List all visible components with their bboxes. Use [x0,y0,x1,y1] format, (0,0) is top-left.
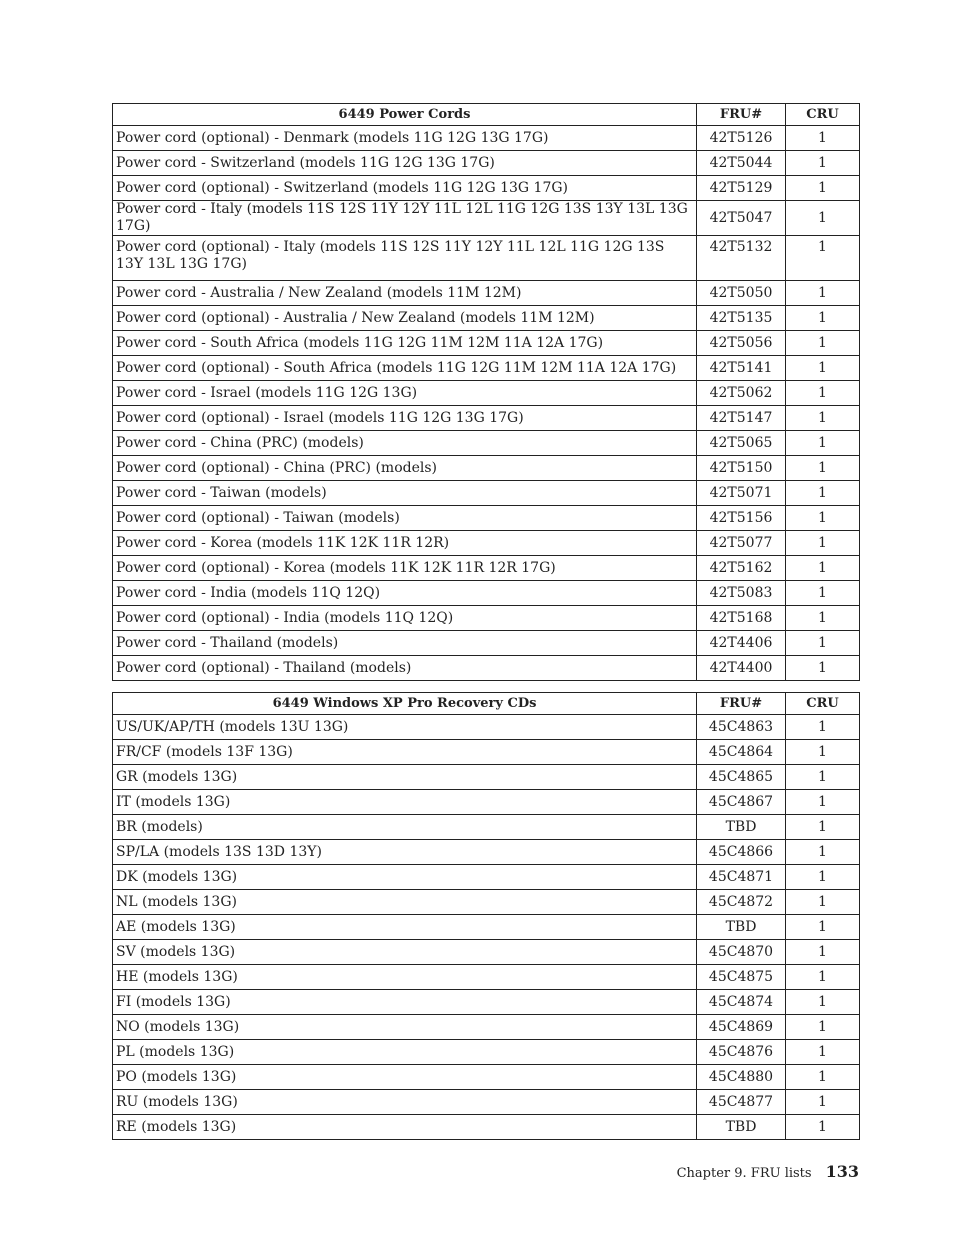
cell-fru-number: 42T5077 [697,531,786,556]
cell-fru-number: 45C4877 [697,1090,786,1115]
cell-cru: 1 [786,965,860,990]
cell-fru-number: 42T5071 [697,481,786,506]
cell-fru-number: TBD [697,815,786,840]
cell-cru: 1 [786,431,860,456]
cell-fru-number: 42T5062 [697,381,786,406]
table-row [113,506,860,531]
cell-description: Power cord (optional) - Israel (models 11G 12G 13G 17G) [113,406,697,431]
table-row [113,356,860,381]
cell-cru: 1 [786,126,860,151]
cell-fru-number: 42T5083 [697,581,786,606]
cell-fru-number: 42T5056 [697,331,786,356]
cell-cru: 1 [786,151,860,176]
cell-description: Power cord - Korea (models 11K 12K 11R 12R) [113,531,697,556]
cell-cru: 1 [786,201,860,236]
cell-cru: 1 [786,456,860,481]
table-row [113,740,860,765]
cell-fru-number: 42T5047 [697,201,786,236]
table-row [113,456,860,481]
cell-cru: 1 [786,531,860,556]
cell-fru-number: 45C4872 [697,890,786,915]
table-row [113,1090,860,1115]
cell-fru-number: 42T5065 [697,431,786,456]
cell-fru-number: 45C4880 [697,1065,786,1090]
cell-description: PL (models 13G) [113,1040,697,1065]
cell-fru-number: 42T5050 [697,281,786,306]
cell-cru: 1 [786,1040,860,1065]
cell-description: Power cord (optional) - South Africa (models 11G 12G 11M 12M 11A 12A 17G) [113,356,697,381]
table-row [113,815,860,840]
table-row [113,965,860,990]
table-row [113,1040,860,1065]
cell-description: Power cord (optional) - Taiwan (models) [113,506,697,531]
cell-description: Power cord (optional) - Australia / New Zealand (models 11M 12M) [113,306,697,331]
cell-description: Power cord (optional) - Denmark (models 11G 12G 13G 17G) [113,126,697,151]
cell-cru: 1 [786,281,860,306]
table-row [113,531,860,556]
cell-cru: 1 [786,790,860,815]
cell-description: Power cord (optional) - China (PRC) (models) [113,456,697,481]
cell-cru: 1 [786,740,860,765]
cell-cru: 1 [786,506,860,531]
cell-fru-number: 45C4875 [697,965,786,990]
cell-fru-number: 45C4874 [697,990,786,1015]
table-row [113,631,860,656]
column-header-cru: CRU [786,104,860,126]
column-header-fru: FRU# [697,693,786,715]
table-row [113,581,860,606]
cell-cru: 1 [786,606,860,631]
cell-fru-number: 45C4869 [697,1015,786,1040]
table-row [113,656,860,681]
cell-fru-number: 45C4866 [697,840,786,865]
table-row [113,236,860,281]
cell-fru-number: 42T5156 [697,506,786,531]
cell-description: NO (models 13G) [113,1015,697,1040]
table-row [113,201,860,236]
cell-cru: 1 [786,176,860,201]
table-header-row [113,693,860,715]
cell-description: Power cord - Switzerland (models 11G 12G 13G 17G) [113,151,697,176]
cell-description: NL (models 13G) [113,890,697,915]
cell-cru: 1 [786,840,860,865]
cell-cru: 1 [786,865,860,890]
cell-description: SP/LA (models 13S 13D 13Y) [113,840,697,865]
table-row [113,126,860,151]
cell-fru-number: 45C4865 [697,765,786,790]
column-header-description: 6449 Power Cords [113,104,697,126]
table-row [113,556,860,581]
cell-fru-number: 42T5162 [697,556,786,581]
cell-cru: 1 [786,1090,860,1115]
cell-description: Power cord - Australia / New Zealand (models 11M 12M) [113,281,697,306]
cell-fru-number: 42T5150 [697,456,786,481]
table-row [113,890,860,915]
cell-cru: 1 [786,631,860,656]
table-row [113,431,860,456]
cell-description: Power cord - Italy (models 11S 12S 11Y 12Y 11L 12L 11G 12G 13S 13Y 13L 13G 17G) [113,201,697,236]
cell-fru-number: TBD [697,1115,786,1140]
cell-cru: 1 [786,915,860,940]
cell-fru-number: 42T5126 [697,126,786,151]
cell-description: HE (models 13G) [113,965,697,990]
cell-cru: 1 [786,765,860,790]
table-row [113,915,860,940]
cell-fru-number: 42T5044 [697,151,786,176]
table-row [113,715,860,740]
table-row [113,790,860,815]
cell-cru: 1 [786,815,860,840]
cell-fru-number: 45C4867 [697,790,786,815]
cell-cru: 1 [786,381,860,406]
cell-fru-number: 42T4406 [697,631,786,656]
table-row [113,606,860,631]
table-row [113,306,860,331]
table-row [113,990,860,1015]
cell-description: IT (models 13G) [113,790,697,815]
table-row [113,1115,860,1140]
cell-cru: 1 [786,990,860,1015]
table-row [113,481,860,506]
table-row [113,1015,860,1040]
cell-fru-number: 45C4870 [697,940,786,965]
cell-cru: 1 [786,1015,860,1040]
cell-description: Power cord (optional) - Korea (models 11K 12K 11R 12R 17G) [113,556,697,581]
cell-cru: 1 [786,481,860,506]
cell-description: Power cord (optional) - India (models 11Q 12Q) [113,606,697,631]
cell-fru-number: 42T5147 [697,406,786,431]
cell-fru-number: TBD [697,915,786,940]
cell-cru: 1 [786,306,860,331]
cell-fru-number: 42T5168 [697,606,786,631]
table-row [113,1065,860,1090]
cell-cru: 1 [786,890,860,915]
table-row [113,151,860,176]
cell-description: PO (models 13G) [113,1065,697,1090]
cell-fru-number: 45C4876 [697,1040,786,1065]
cell-cru: 1 [786,1115,860,1140]
column-header-description: 6449 Windows XP Pro Recovery CDs [113,693,697,715]
cell-description: US/UK/AP/TH (models 13U 13G) [113,715,697,740]
table-row [113,840,860,865]
cell-cru: 1 [786,556,860,581]
cell-description: Power cord - India (models 11Q 12Q) [113,581,697,606]
recovery-cds-table [112,692,860,1140]
chapter-label: Chapter 9. FRU lists [676,1166,812,1181]
cell-description: Power cord (optional) - Thailand (models) [113,656,697,681]
cell-cru: 1 [786,406,860,431]
cell-cru: 1 [786,236,860,281]
power-cords-table [112,103,860,681]
cell-fru-number: 42T5135 [697,306,786,331]
cell-description: FR/CF (models 13F 13G) [113,740,697,765]
table-row [113,406,860,431]
cell-description: BR (models) [113,815,697,840]
cell-cru: 1 [786,1065,860,1090]
cell-fru-number: 45C4863 [697,715,786,740]
cell-cru: 1 [786,581,860,606]
page-number: 133 [825,1162,859,1181]
table-row [113,176,860,201]
cell-fru-number: 45C4864 [697,740,786,765]
cell-description: Power cord (optional) - Italy (models 11S 12S 11Y 12Y 11L 12L 11G 12G 13S 13Y 13L 13G 17G) [113,236,697,281]
page-footer [677,1162,859,1181]
cell-fru-number: 42T4400 [697,656,786,681]
column-header-fru: FRU# [697,104,786,126]
cell-description: DK (models 13G) [113,865,697,890]
table-row [113,940,860,965]
cell-description: GR (models 13G) [113,765,697,790]
table-row [113,281,860,306]
cell-description: SV (models 13G) [113,940,697,965]
cell-fru-number: 42T5132 [697,236,786,281]
cell-fru-number: 42T5129 [697,176,786,201]
cell-description: Power cord - China (PRC) (models) [113,431,697,456]
cell-cru: 1 [786,331,860,356]
cell-fru-number: 45C4871 [697,865,786,890]
column-header-cru: CRU [786,693,860,715]
table-row [113,865,860,890]
table-row [113,765,860,790]
cell-description: Power cord (optional) - Switzerland (models 11G 12G 13G 17G) [113,176,697,201]
cell-description: Power cord - Thailand (models) [113,631,697,656]
cell-cru: 1 [786,656,860,681]
cell-description: FI (models 13G) [113,990,697,1015]
cell-description: RU (models 13G) [113,1090,697,1115]
cell-cru: 1 [786,715,860,740]
cell-description: Power cord - South Africa (models 11G 12G 11M 12M 11A 12A 17G) [113,331,697,356]
cell-fru-number: 42T5141 [697,356,786,381]
table-header-row [113,104,860,126]
cell-description: Power cord - Israel (models 11G 12G 13G) [113,381,697,406]
cell-description: AE (models 13G) [113,915,697,940]
cell-description: RE (models 13G) [113,1115,697,1140]
cell-cru: 1 [786,940,860,965]
table-row [113,331,860,356]
cell-cru: 1 [786,356,860,381]
table-row [113,381,860,406]
cell-description: Power cord - Taiwan (models) [113,481,697,506]
